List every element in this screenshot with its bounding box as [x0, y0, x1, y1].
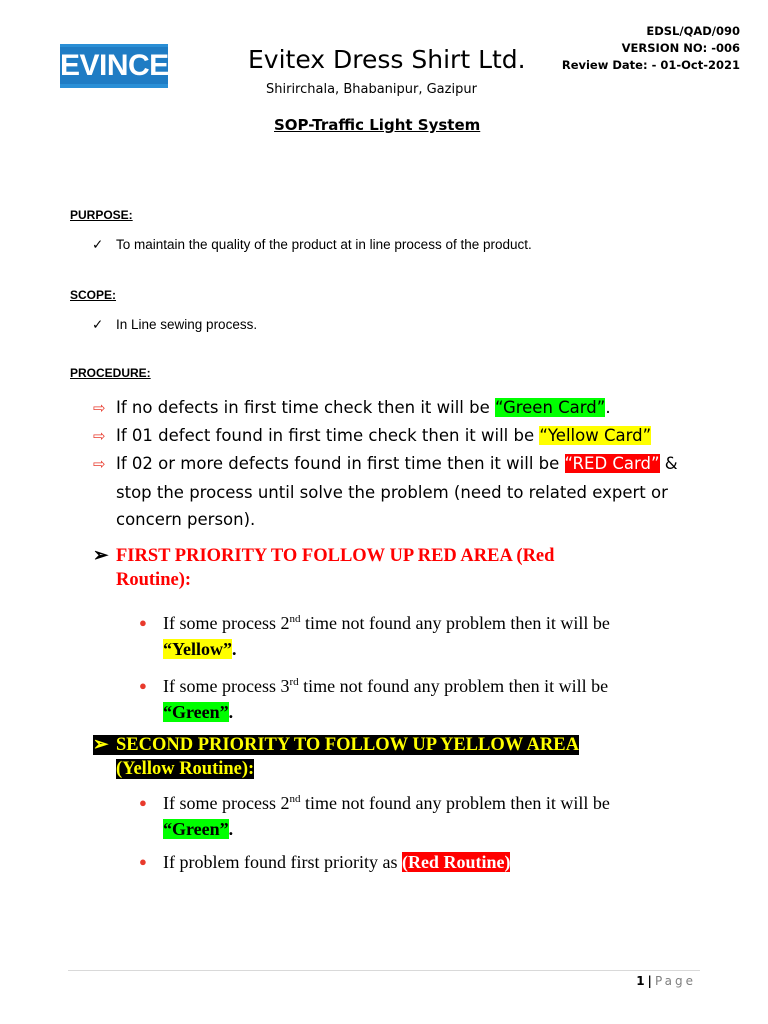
procedure-end: .: [605, 398, 611, 417]
bullet-icon: ●: [139, 615, 147, 630]
yellow-card-label: “Yellow Card”: [539, 426, 652, 445]
scope-text: In Line sewing process.: [116, 317, 258, 332]
second-priority-bullet-2: [139, 849, 510, 875]
purpose-text: To maintain the quality of the product at in line process of the product.: [116, 237, 532, 252]
doc-code: EDSL/QAD/090: [646, 24, 740, 38]
arrow-right-icon: ⇨: [93, 427, 106, 445]
second-priority-bullet-1: [139, 786, 610, 842]
procedure-text: If 02 or more defects found in first time then it will be: [116, 454, 565, 473]
version-number: VERSION NO: -006: [621, 41, 740, 55]
arrow-right-icon: ⇨: [93, 455, 106, 473]
first-priority-bullet-1: [139, 606, 610, 662]
arrow-right-icon: ⇨: [93, 399, 106, 417]
pointer-arrow-icon: ➢: [93, 735, 109, 755]
ordinal-suffix: rd: [289, 676, 299, 688]
procedure-item-yellow: [93, 422, 651, 451]
ordinal-suffix: nd: [289, 793, 301, 805]
review-date: Review Date: - 01-Oct-2021: [561, 58, 740, 72]
page-label: Page: [654, 974, 696, 988]
document-meta: [562, 23, 740, 74]
company-name: Evitex Dress Shirt Ltd.: [248, 45, 526, 74]
bullet-icon: ●: [139, 678, 147, 693]
bullet-end: .: [232, 639, 237, 659]
logo-text: EVINCE: [60, 49, 169, 82]
procedure-text: If no defects in first time check then it will be: [116, 398, 495, 417]
bullet-text: If some process 3: [163, 676, 290, 696]
bullet-text: time not found any problem then it will be: [300, 793, 610, 813]
company-logo: [60, 44, 168, 88]
yellow-status: “Yellow”: [163, 639, 232, 659]
pointer-arrow-icon: ➢: [93, 546, 109, 566]
page-number: 1: [636, 974, 645, 988]
red-routine-label: (Red Routine): [401, 852, 511, 872]
bullet-text: If some process 2: [163, 613, 290, 633]
first-priority-line1: FIRST PRIORITY TO FOLLOW UP RED AREA (Red: [116, 546, 555, 566]
procedure-continuation: stop the process until solve the problem (need to related expert or: [116, 482, 668, 502]
red-card-label: “RED Card”: [564, 454, 660, 473]
procedure-text: If 01 defect found in first time check then it will be: [116, 426, 540, 445]
document-title: SOP-Traffic Light System: [274, 116, 481, 134]
bullet-text: If some process 2: [163, 793, 290, 813]
checkmark-icon: ✓: [92, 317, 104, 332]
green-status: “Green”: [163, 819, 229, 839]
first-priority-bullet-2: [139, 669, 608, 725]
bullet-text: If problem found first priority as: [163, 852, 402, 872]
company-address: Shirirchala, Bhabanipur, Gazipur: [266, 82, 477, 97]
bullet-text: time not found any problem then it will be: [298, 676, 609, 696]
logo-bottom-bar: [60, 84, 168, 88]
procedure-end: &: [659, 454, 678, 473]
procedure-item-green: [93, 394, 611, 423]
first-priority-line2: Routine):: [116, 570, 192, 590]
scope-heading: SCOPE:: [70, 288, 117, 302]
page-footer: [636, 974, 696, 988]
bullet-end: .: [228, 819, 234, 839]
footer-separator: |: [647, 974, 652, 988]
bullet-icon: ●: [139, 854, 147, 869]
procedure-heading: PROCEDURE:: [70, 366, 151, 380]
second-priority-heading: [93, 733, 579, 781]
bullet-end: .: [228, 702, 234, 722]
checkmark-icon: ✓: [92, 237, 104, 252]
bullet-text: time not found any problem then it will be: [300, 613, 610, 633]
scope-item: [92, 317, 257, 333]
purpose-heading: PURPOSE:: [70, 208, 133, 222]
second-priority-line1: SECOND PRIORITY TO FOLLOW UP YELLOW AREA: [116, 735, 579, 755]
bullet-icon: ●: [139, 795, 147, 810]
ordinal-suffix: nd: [289, 613, 301, 625]
green-card-label: “Green Card”: [494, 398, 606, 417]
procedure-continuation: concern person).: [116, 510, 256, 529]
procedure-item-red: [93, 450, 678, 534]
second-priority-line2: (Yellow Routine):: [116, 759, 255, 779]
purpose-item: [92, 237, 532, 253]
first-priority-heading: [93, 544, 554, 592]
footer-divider: [68, 970, 700, 971]
green-status: “Green”: [163, 702, 229, 722]
